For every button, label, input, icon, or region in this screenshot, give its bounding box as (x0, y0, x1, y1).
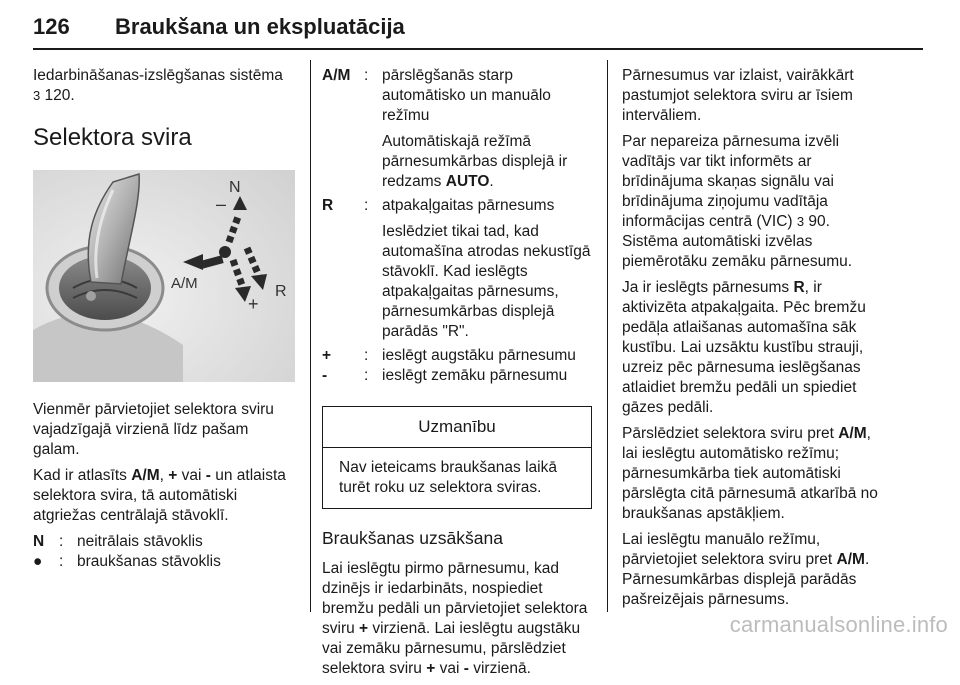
paragraph: Kad ir atlasīts A/M, + vai - un atlaista selektora svira, tā automātiski atgriežas centrālajā stāvoklī. (33, 467, 286, 524)
intro-text: Iedarbināšanas-izslēgšanas sistēma 3 120. (33, 67, 283, 104)
selector-lever-figure (33, 170, 295, 382)
paragraph: Pārnesumus var izlaist, vairākkārt pastumjot selektora sviru ar īsiem intervāliem. (622, 67, 854, 124)
paragraph: Lai ieslēgtu pirmo pārnesumu, kad dzinējs ir iedarbināts, nospiediet bremžu pedāli un pārvietojiet selektora sviru + virzienā. Lai ieslēgtu augstāku vai zemāku pārnesumu, pārslēdziet selektora sviru + vai - virzienā. (322, 560, 588, 677)
definition-desc: atpakaļgaitas pārnesums (382, 197, 555, 214)
definition-note: Automātiskajā režīmā pārnesumkārbas displejā ir redzams AUTO. (382, 133, 568, 190)
definition-term: R (322, 197, 334, 214)
column-2 (322, 66, 592, 685)
definition-row: - : ieslēgt zemāku pārnesumu (322, 366, 592, 386)
definition-term: A/M (322, 67, 351, 84)
figure-label-r: R (275, 283, 287, 300)
lever-detail (86, 291, 96, 301)
figure-label-n: N (229, 179, 241, 196)
definition-row: N : neitrālais stāvoklis (33, 532, 295, 552)
definition-row: A/M : pārslēgšanās starp automātisko un manuālo režīmu (322, 66, 592, 126)
definition-row: + : ieslēgt augstāku pārnesumu (322, 346, 592, 366)
page-ref[interactable]: 90. Sistēma automātiski izvēlas piemērotāku zemāku pārnesumu. (622, 213, 853, 270)
figure-label-minus: – (216, 194, 227, 214)
drive-dot-icon: ● (33, 553, 43, 570)
page-header (33, 14, 923, 48)
subsection-title: Braukšanas uzsākšana (322, 528, 503, 548)
header-rule (33, 48, 923, 50)
page-number: 126 (33, 14, 70, 39)
definition-desc: braukšanas stāvoklis (77, 553, 221, 570)
definition-term: N (33, 533, 45, 550)
paragraph: Pārslēdziet selektora sviru pret A/M, lai ieslēgtu automātisko režīmu; pārnesumkārba tiek automātiski pārslēgta citā pārnesumā atkarībā no braukšanas apstākļiem. (622, 425, 878, 522)
figure-label-plus: + (248, 294, 259, 314)
paragraph: Lai ieslēgtu manuālo režīmu, pārvietojiet selektora sviru pret A/M. Pārnesumkārbas displejā parādās pašreizējais pārnesums. (622, 531, 870, 608)
column-1 (33, 66, 295, 572)
definition-term: - (322, 367, 328, 384)
definition-term: + (322, 347, 332, 364)
paragraph: Par nepareiza pārnesuma izvēli vadītājs var tikt informēts ar brīdinājuma skaņas signālu vai brīdinājuma ziņojumu vadītāja informācijas centrā (VIC) 3 90. Sistēma automātiski izvēlas piemērotāku zemāku pārnesumu. (622, 133, 853, 270)
page-ref[interactable]: 120. (44, 87, 75, 104)
caution-box (322, 406, 592, 509)
caution-body: Nav ieteicams braukšanas laikā turēt roku uz selektora sviras. (339, 459, 557, 496)
column-divider-2 (607, 60, 608, 612)
definition-desc: pārslēgšanās starp automātisko un manuālo režīmu (382, 67, 551, 124)
selector-lever-illustration (33, 170, 295, 382)
definition-desc: ieslēgt zemāku pārnesumu (382, 367, 568, 384)
page-ref-arrow-icon: 3 (796, 214, 805, 229)
definition-desc: ieslēgt augstāku pārnesumu (382, 347, 576, 364)
figure-label-am: A/M (171, 275, 198, 292)
definition-row: R : atpakaļgaitas pārnesums (322, 196, 592, 216)
definition-row: ● : braukšanas stāvoklis (33, 552, 295, 572)
column-divider-1 (310, 60, 311, 612)
section-title: Selektora svira (33, 124, 192, 151)
definition-note: Ieslēdziet tikai tad, kad automašīna atrodas nekustīgā stāvoklī. Kad ieslēgts atpakaļgaitas pārnesums, pārnesumkārbas displejā parādās "R". (382, 223, 591, 340)
watermark[interactable]: carmanualsonline.info (729, 612, 948, 637)
paragraph: Ja ir ieslēgts pārnesums R, ir aktivizēta atpakaļgaita. Pēc bremžu pedāļa atlaišanas automašīna sāk kustību. Lai uzsāktu kustību strauji, uzreiz pēc pārnesuma ieslēgšanas atlaidiet bremžu pedāli un spiediet gāzes pedāli. (622, 279, 866, 416)
definition-desc: neitrālais stāvoklis (77, 533, 203, 550)
page-ref-arrow-icon: 3 (33, 88, 41, 103)
paragraph: Vienmēr pārvietojiet selektora sviru vajadzīgajā virzienā līdz pašam galam. (33, 401, 274, 458)
chapter-title: Braukšana un ekspluatācija (115, 14, 405, 39)
column-3 (622, 66, 888, 616)
caution-title: Uzmanību (323, 407, 591, 448)
